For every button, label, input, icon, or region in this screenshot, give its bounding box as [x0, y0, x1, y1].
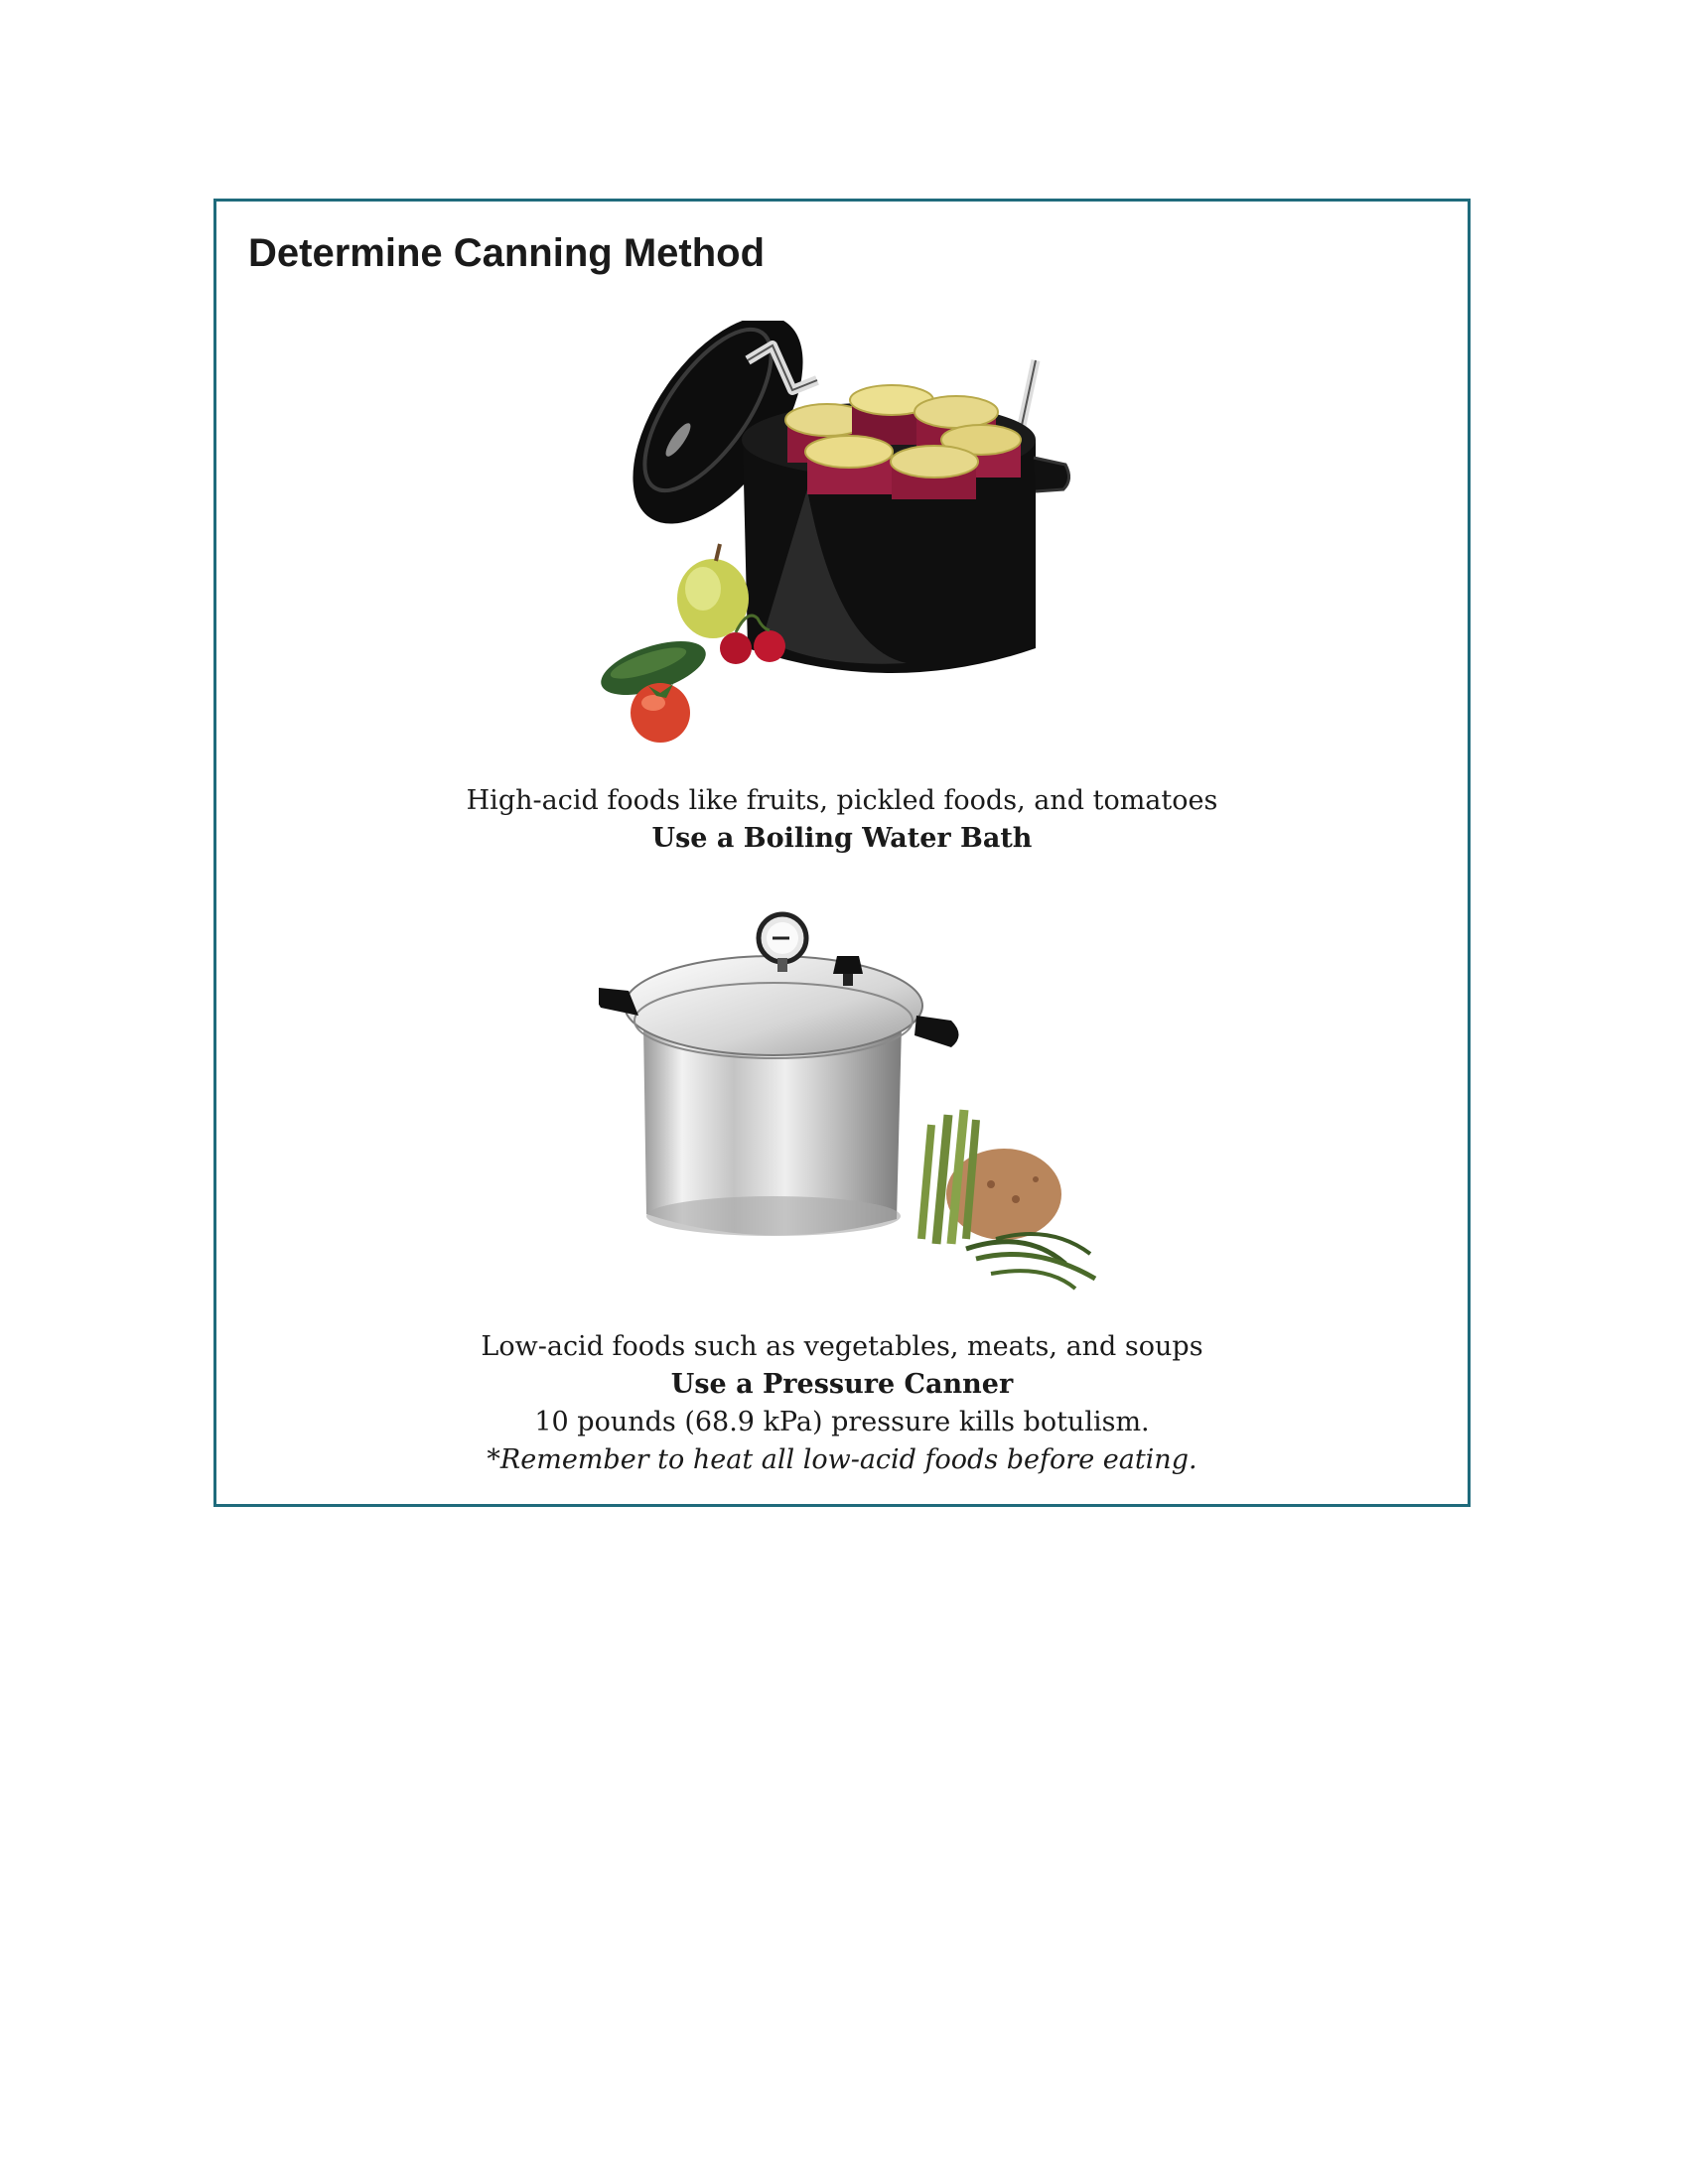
pressure-canner-icon — [599, 896, 1115, 1294]
low-acid-produce — [921, 1110, 1095, 1289]
low-acid-description: Low-acid foods such as vegetables, meats, and soups — [481, 1331, 1203, 1362]
canning-method-panel — [213, 199, 1471, 1507]
low-acid-caption — [216, 1328, 1468, 1479]
low-acid-detail: 10 pounds (68.9 kPa) pressure kills botulism. — [534, 1407, 1150, 1437]
water-bath-canner-icon — [599, 321, 1075, 748]
low-acid-note: *Remember to heat all low-acid foods before eating. — [487, 1444, 1197, 1475]
high-acid-method: Use a Boiling Water Bath — [651, 823, 1033, 854]
high-acid-caption — [216, 782, 1468, 858]
low-acid-method: Use a Pressure Canner — [670, 1369, 1014, 1400]
page-title: Determine Canning Method — [248, 231, 766, 275]
high-acid-description: High-acid foods like fruits, pickled foods, and tomatoes — [466, 785, 1218, 816]
